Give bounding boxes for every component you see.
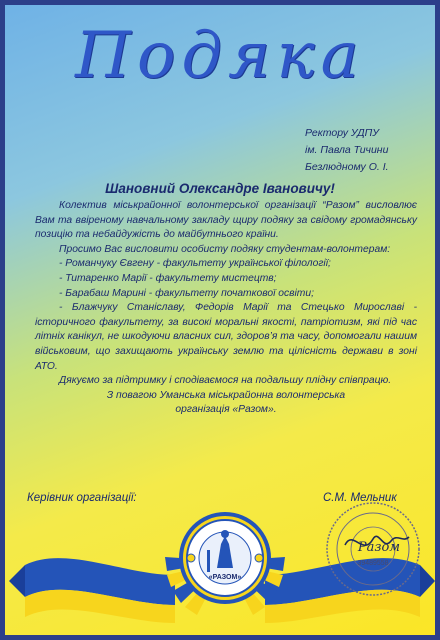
addressee-line-1: Ректору УДПУ xyxy=(305,127,380,139)
volunteer-item-2: - Титаренко Марії - факультету мистецтв; xyxy=(59,272,277,284)
paragraph-request: Просимо Вас висловити особисту подяку студентам-волонтерам: xyxy=(59,243,391,255)
emblem-center-text: «РАЗОМ» xyxy=(208,574,242,581)
signatory-name: С.М. Мельник xyxy=(323,492,397,504)
certificate-title: Подяка xyxy=(75,19,365,93)
organization-emblem xyxy=(177,510,273,606)
paragraph-thanks: Дякуємо за підтримку і сподіваємося на подальшу плідну співпрацю. xyxy=(59,375,392,387)
stamp-code: 39489558 xyxy=(357,560,389,567)
signatory-role: Керівник організації: xyxy=(27,492,137,504)
addressee-line-3: Безлюдному О. І. xyxy=(305,161,389,173)
addressee-block xyxy=(305,125,435,176)
organization-stamp xyxy=(323,499,423,599)
volunteer-item-3: - Барабаш Марині - факультету початкової освіти; xyxy=(59,287,314,299)
volunteer-item-1: - Романчуку Євгену - факультету української філології; xyxy=(59,258,331,270)
addressee-line-2: ім. Павла Тичини xyxy=(305,144,389,156)
regards-line-2: організація «Разом». xyxy=(175,404,277,416)
regards-line-1: З повагою Уманська міськрайонна волонтерська xyxy=(106,389,346,401)
stamp-signature: Разом xyxy=(357,540,401,555)
letter-body xyxy=(35,199,417,418)
greeting: Шановний Олександре Івановичу! xyxy=(105,181,335,196)
paragraph-intro: Колектив міськрайонної волонтерської організації “Разом” висловлює Вам та ввіреному навчальному закладу щиру подяку за свідому громадянську позицію та небайдужість до майбутнього країни. xyxy=(35,200,417,241)
volunteer-item-4: - Блажчуку Станіславу, Федорів Марії та Стецько Мирославі - історичного факультету, за високі моральні якості, патріотизм, які під час літніх канікул, не шкодуючи власних сил, здоров’я та часу, допомогали нашим військовим, що захищають українську землю та цілісність держави в зоні АТО. xyxy=(35,302,417,372)
